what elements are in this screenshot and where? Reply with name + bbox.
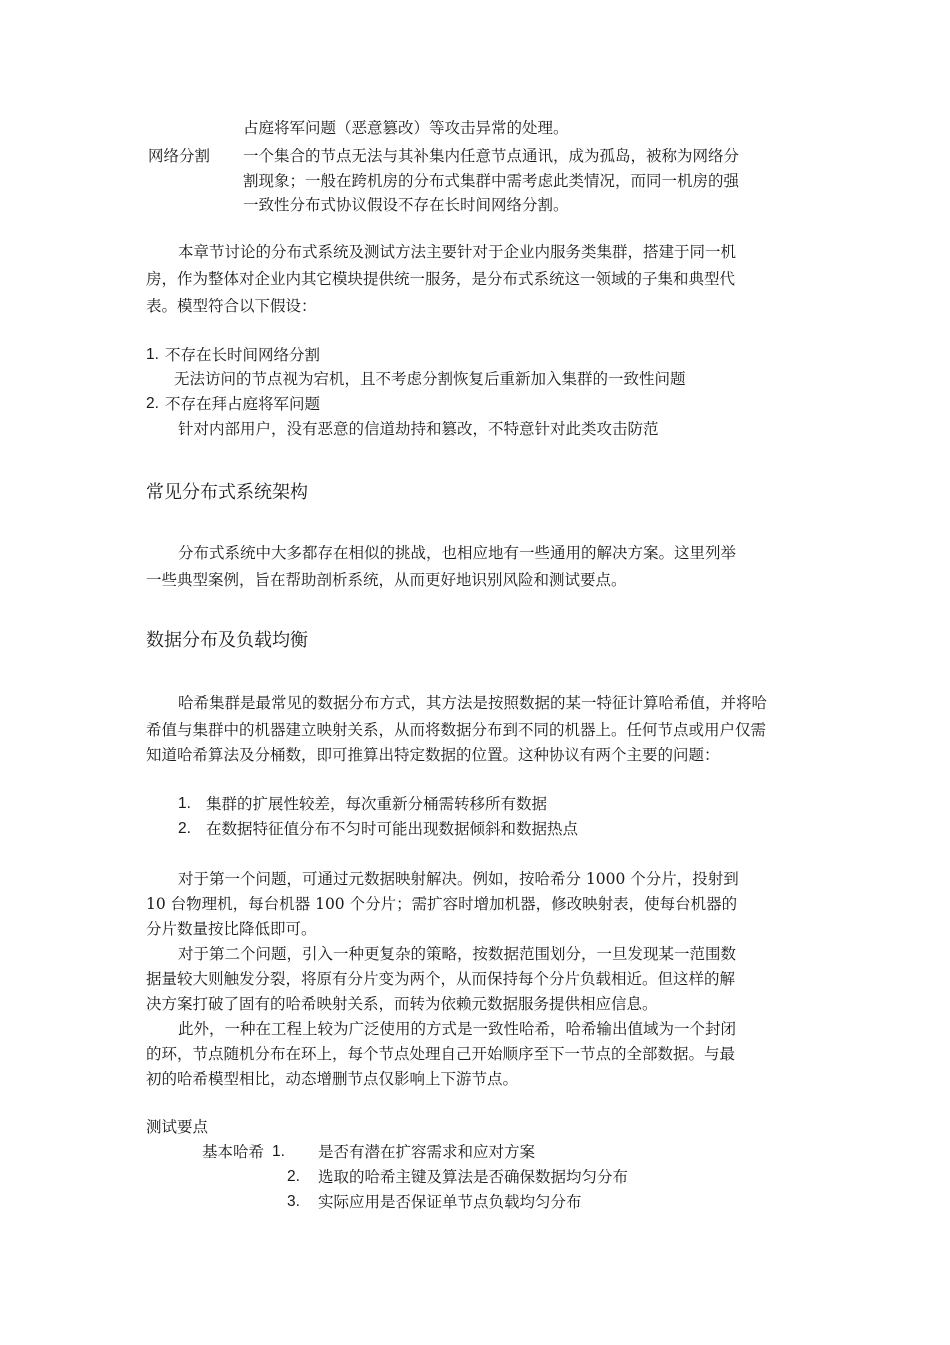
definition-line: 一个集合的节点无法与其补集内任意节点通讯，成为孤岛，被称为网络分 bbox=[243, 147, 740, 165]
test-item-text: 选取的哈希主键及算法是否确保数据均匀分布 bbox=[318, 1168, 629, 1186]
intro-line: 房，作为整体对企业内其它模块提供统一服务，是分布式系统这一领域的子集和典型代 bbox=[146, 270, 736, 288]
assumption-title: 不存在长时间网络分割 bbox=[165, 346, 321, 364]
test-item-number: 2. bbox=[287, 1168, 300, 1185]
problem-number: 2. bbox=[178, 820, 191, 837]
architecture-paragraph-line: 分布式系统中大多都存在相似的挑战，也相应地有一些通用的解决方案。这里列举 bbox=[178, 544, 737, 562]
test-group-label: 基本哈希 bbox=[202, 1143, 265, 1161]
solution-line: 的环，节点随机分布在环上，每个节点处理自己开始顺序至下一节点的全部数据。与最 bbox=[146, 1045, 736, 1063]
problem-text: 在数据特征值分布不匀时可能出现数据倾斜和数据热点 bbox=[206, 820, 579, 838]
term-network-partition: 网络分割 bbox=[148, 147, 211, 165]
hash-paragraph-line: 哈希集群是最常见的数据分布方式，其方法是按照数据的某一特征计算哈希值，并将哈 bbox=[178, 694, 768, 712]
solution-line: 决方案打破了固有的哈希映射关系，而转为依赖元数据服务提供相应信息。 bbox=[146, 995, 658, 1013]
solution-line: 对于第二个问题，引入一种更复杂的策略，按数据范围划分，一旦发现某一范围数 bbox=[178, 945, 737, 963]
definition-line: 割现象；一般在跨机房的分布式集群中需考虑此类情况，而同一机房的强 bbox=[243, 172, 740, 190]
problem-text: 集群的扩展性较差，每次重新分桶需转移所有数据 bbox=[206, 795, 548, 813]
test-points-title: 测试要点 bbox=[146, 1118, 209, 1136]
solution-line: 初的哈希模型相比，动态增删节点仅影响上下游节点。 bbox=[146, 1070, 519, 1088]
test-item-text: 实际应用是否保证单节点负载均匀分布 bbox=[318, 1193, 582, 1211]
assumption-description: 无法访问的节点视为宕机，且不考虑分割恢复后重新加入集群的一致性问题 bbox=[174, 370, 686, 388]
test-item-number: 1. bbox=[272, 1143, 285, 1160]
solution-line: 10 台物理机，每台机器 100 个分片；需扩容时增加机器，修改映射表，使每台机器的 bbox=[146, 895, 738, 913]
architecture-paragraph-line: 一些典型案例，旨在帮助剖析系统，从而更好地识别风险和测试要点。 bbox=[146, 571, 627, 589]
assumption-description: 针对内部用户，没有恶意的信道劫持和篡改，不特意针对此类攻击防范 bbox=[178, 420, 659, 438]
definition-continuation: 占庭将军问题（恶意篡改）等攻击异常的处理。 bbox=[243, 119, 569, 137]
solution-line: 此外，一种在工程上较为广泛使用的方式是一致性哈希，哈希输出值域为一个封闭 bbox=[178, 1020, 737, 1038]
assumption-number: 1. bbox=[146, 346, 159, 363]
section-heading: 常见分布式系统架构 bbox=[146, 482, 308, 503]
section-heading: 数据分布及负载均衡 bbox=[146, 630, 308, 651]
solution-line: 分片数量按比降低即可。 bbox=[146, 920, 317, 938]
solution-line: 对于第一个问题，可通过元数据映射解决。例如，按哈希分 1000 个分片，投射到 bbox=[178, 870, 739, 888]
test-item-number: 3. bbox=[287, 1193, 300, 1210]
intro-line: 本章节讨论的分布式系统及测试方法主要针对于企业内服务类集群，搭建于同一机 bbox=[178, 243, 737, 261]
definition-line: 一致性分布式协议假设不存在长时间网络分割。 bbox=[243, 196, 569, 214]
problem-number: 1. bbox=[178, 795, 191, 812]
hash-paragraph-line: 知道哈希算法及分桶数，即可推算出特定数据的位置。这种协议有两个主要的问题： bbox=[146, 746, 720, 764]
assumption-number: 2. bbox=[146, 395, 159, 412]
test-item-text: 是否有潜在扩容需求和应对方案 bbox=[318, 1143, 536, 1161]
hash-paragraph-line: 希值与集群中的机器建立映射关系，从而将数据分布到不同的机器上。任何节点或用户仅需 bbox=[146, 721, 767, 739]
solution-line: 据量较大则触发分裂，将原有分片变为两个，从而保持每个分片负载相近。但这样的解 bbox=[146, 970, 736, 988]
assumption-title: 不存在拜占庭将军问题 bbox=[165, 395, 321, 413]
intro-line: 表。模型符合以下假设： bbox=[146, 297, 317, 315]
